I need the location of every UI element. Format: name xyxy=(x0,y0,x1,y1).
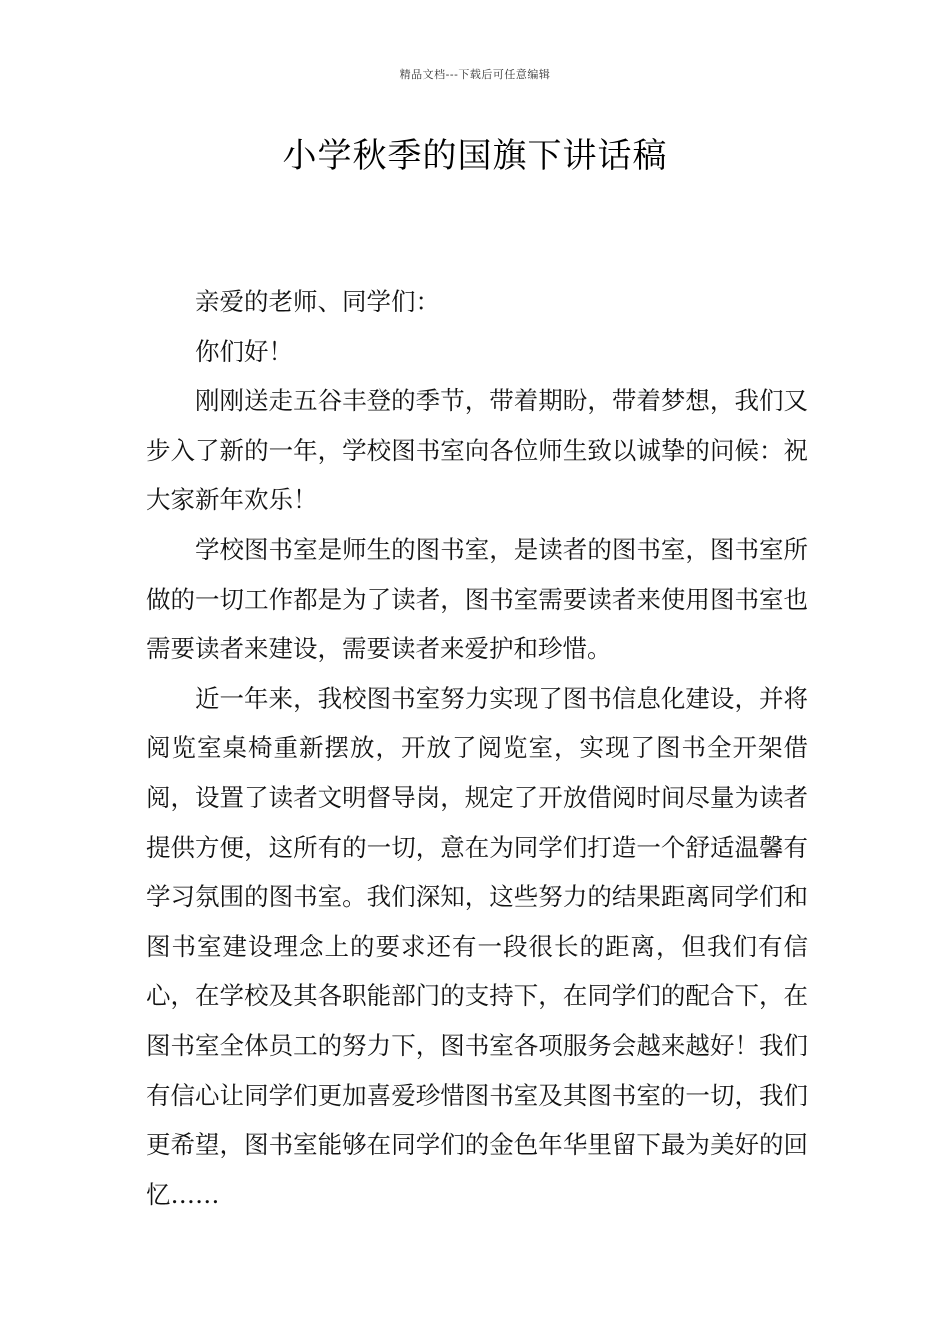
paragraph-hello: 你们好！ xyxy=(195,336,293,366)
paragraph-new-year: 刚刚送走五谷丰登的季节，带着期盼，带着梦想，我们又步入了新的一年，学校图书室向各位师生致以诚挚的问候：祝大家新年欢乐！ xyxy=(146,386,808,515)
paragraph-greeting: 亲爱的老师、同学们： xyxy=(195,287,440,316)
paragraph-library-purpose: 学校图书室是师生的图书室，是读者的图书室，图书室所做的一切工作都是为了读者，图书室需要读者来使用图书室也需要读者来建设，需要读者来爱护和珍惜。 xyxy=(146,534,808,664)
document-title: 小学秋季的国旗下讲话稿 xyxy=(282,136,668,176)
document-body xyxy=(146,277,808,1219)
paragraph-library-progress: 近一年来，我校图书室努力实现了图书信息化建设，并将阅览室桌椅重新摆放，开放了阅览室，实现了图书全开架借阅，设置了读者文明督导岗，规定了开放借阅时间尽量为读者提供方便，这所有的一切，意在为同学们打造一个舒适温馨有学习氛围的图书室。我们深知，这些努力的结果距离同学们和图书室建设理念上的要求还有一段很长的距离，但我们有信心，在学校及其各职能部门的支持下，在同学们的配合下，在图书室全体员工的努力下，图书室各项服务会越来越好！我们有信心让同学们更加喜爱珍惜图书室及其图书室的一切，我们更希望，图书室能够在同学们的金色年华里留下最为美好的回忆…… xyxy=(146,683,808,1209)
header-note: 精品文档---下载后可任意编辑 xyxy=(399,68,551,81)
